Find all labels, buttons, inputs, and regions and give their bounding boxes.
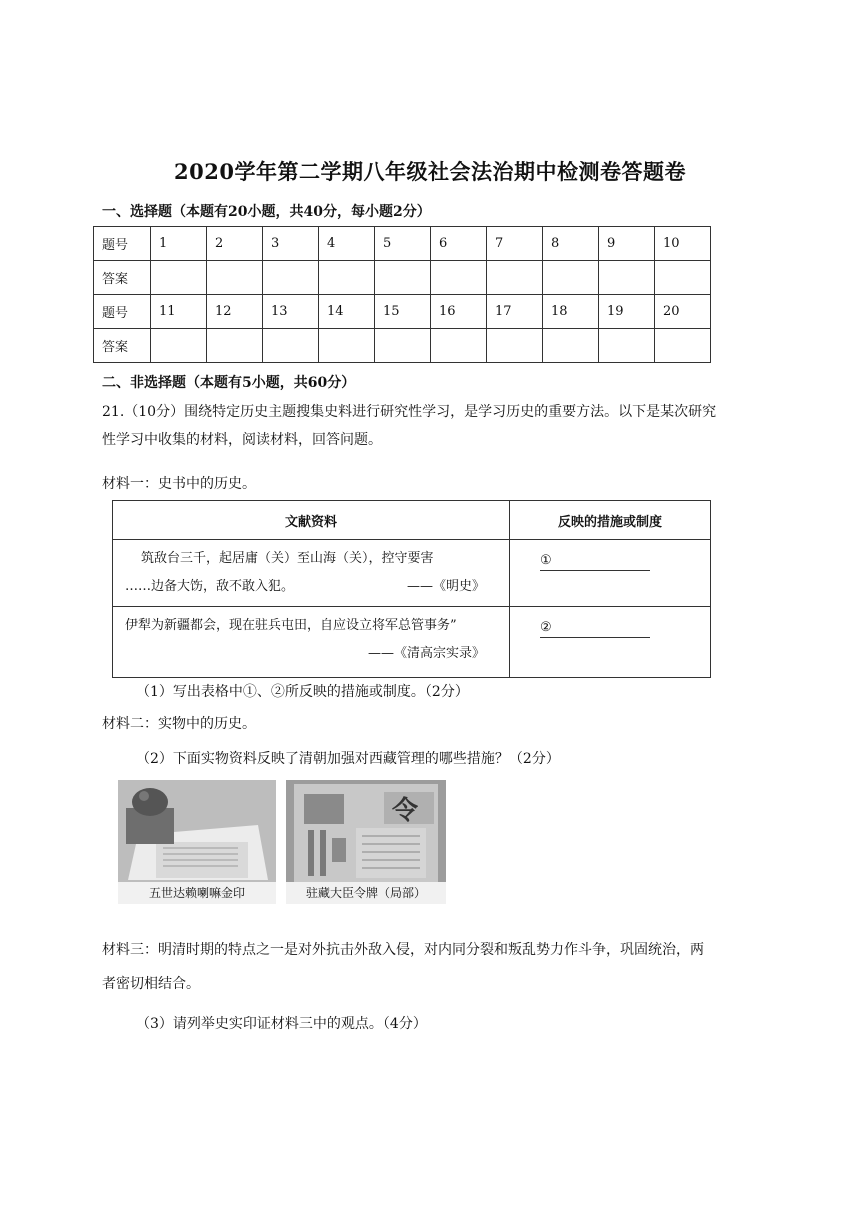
question-number: 16 bbox=[431, 295, 487, 329]
document-text: ……边备大饬，敌不敢入犯。 bbox=[125, 579, 295, 594]
answer-cell[interactable] bbox=[375, 261, 431, 295]
page-title: 2020学年第二学期八年级社会法治期中检测卷答题卷 bbox=[174, 159, 686, 184]
answer-cell[interactable] bbox=[510, 540, 711, 607]
answer-cell[interactable] bbox=[319, 261, 375, 295]
question-number: 20 bbox=[655, 295, 711, 329]
answer-cell[interactable] bbox=[510, 607, 711, 678]
sub-question-2: （2）下面实物资料反映了清朝加强对西藏管理的哪些措施？（2分） bbox=[136, 751, 560, 767]
token-image-icon bbox=[286, 780, 446, 882]
token-character: 令 bbox=[392, 796, 419, 826]
table-row bbox=[94, 227, 711, 261]
answer-blank-1[interactable]: ① bbox=[540, 552, 650, 571]
answer-cell[interactable] bbox=[263, 261, 319, 295]
question-number: 15 bbox=[375, 295, 431, 329]
material-1-label: 材料一：史书中的历史。 bbox=[102, 476, 256, 492]
question-number: 17 bbox=[487, 295, 543, 329]
document-text: 伊犁为新疆都会，现在驻兵屯田，自应设立将军总管事务” bbox=[125, 618, 457, 633]
material-table bbox=[112, 500, 711, 678]
answer-cell[interactable] bbox=[655, 261, 711, 295]
table-row bbox=[113, 540, 711, 607]
answer-cell[interactable] bbox=[207, 329, 263, 363]
answer-cell[interactable] bbox=[655, 329, 711, 363]
answer-cell[interactable] bbox=[543, 329, 599, 363]
question-number: 10 bbox=[655, 227, 711, 261]
photo-caption: 驻藏大臣令牌（局部） bbox=[286, 882, 446, 904]
table-row bbox=[94, 261, 711, 295]
intro-line: 21.（10分）围绕特定历史主题搜集史料进行研究性学习，是学习历史的重要方法。以下是某次研究 bbox=[102, 404, 717, 420]
answer-cell[interactable] bbox=[431, 329, 487, 363]
seal-image-icon bbox=[118, 780, 276, 882]
question-number: 14 bbox=[319, 295, 375, 329]
table-header-row bbox=[113, 501, 711, 540]
document-source: ——《清高宗实录》 bbox=[367, 646, 485, 661]
section-heading-choice: 一、选择题（本题有20小题，共40分，每小题2分） bbox=[102, 204, 431, 220]
document-text-row bbox=[125, 573, 497, 601]
table-row bbox=[113, 607, 711, 678]
question-number: 13 bbox=[263, 295, 319, 329]
question-number: 11 bbox=[151, 295, 207, 329]
question-number: 9 bbox=[599, 227, 655, 261]
material-3 bbox=[102, 936, 762, 998]
question-number: 7 bbox=[487, 227, 543, 261]
answer-cell[interactable] bbox=[263, 329, 319, 363]
answer-cell[interactable] bbox=[207, 261, 263, 295]
question-number: 1 bbox=[151, 227, 207, 261]
column-header: 反映的措施或制度 bbox=[510, 501, 711, 540]
row-label: 题号 bbox=[94, 227, 151, 261]
answer-cell[interactable] bbox=[487, 261, 543, 295]
table-row bbox=[94, 295, 711, 329]
sub-question-1: （1）写出表格中①、②所反映的措施或制度。（2分） bbox=[136, 684, 469, 700]
question-number: 8 bbox=[543, 227, 599, 261]
question-number: 6 bbox=[431, 227, 487, 261]
photo-caption: 五世达赖喇嘛金印 bbox=[118, 882, 276, 904]
golden-seal-photo bbox=[118, 780, 276, 904]
answer-cell[interactable] bbox=[431, 261, 487, 295]
answer-cell[interactable] bbox=[487, 329, 543, 363]
section-heading-nonchoice: 二、非选择题（本题有5小题，共60分） bbox=[102, 375, 356, 391]
answer-cell[interactable] bbox=[375, 329, 431, 363]
question-number: 12 bbox=[207, 295, 263, 329]
question-number: 5 bbox=[375, 227, 431, 261]
question-number: 18 bbox=[543, 295, 599, 329]
question-number: 4 bbox=[319, 227, 375, 261]
row-label: 答案 bbox=[94, 329, 151, 363]
document-source: ——《明史》 bbox=[406, 579, 485, 594]
sub-question-3: （3）请列举史实印证材料三中的观点。（4分） bbox=[136, 1016, 427, 1032]
document-cell bbox=[113, 607, 510, 678]
intro-line: 性学习中收集的材料，阅读材料，回答问题。 bbox=[102, 432, 382, 448]
answer-cell[interactable] bbox=[151, 261, 207, 295]
answer-cell[interactable] bbox=[151, 329, 207, 363]
material-3-line: 者密切相结合。 bbox=[102, 976, 200, 992]
row-label: 题号 bbox=[94, 295, 151, 329]
table-row bbox=[94, 329, 711, 363]
answer-cell[interactable] bbox=[543, 261, 599, 295]
question-number: 2 bbox=[207, 227, 263, 261]
answer-grid bbox=[93, 226, 711, 363]
material-2-label: 材料二：实物中的历史。 bbox=[102, 716, 256, 732]
answer-cell[interactable] bbox=[599, 261, 655, 295]
question-number: 3 bbox=[263, 227, 319, 261]
question-21-intro bbox=[102, 398, 762, 454]
answer-blank-2[interactable]: ② bbox=[540, 619, 650, 638]
column-header: 文献资料 bbox=[113, 501, 510, 540]
answer-cell[interactable] bbox=[319, 329, 375, 363]
row-label: 答案 bbox=[94, 261, 151, 295]
token-photo bbox=[286, 780, 446, 904]
question-number: 19 bbox=[599, 295, 655, 329]
material-3-line: 材料三：明清时期的特点之一是对外抗击外敌入侵，对内同分裂和叛乱势力作斗争，巩固统治，两 bbox=[102, 942, 704, 958]
document-text: 筑敌台三千，起居庸（关）至山海（关），控守要害 bbox=[141, 551, 434, 566]
document-cell bbox=[113, 540, 510, 607]
answer-cell[interactable] bbox=[599, 329, 655, 363]
